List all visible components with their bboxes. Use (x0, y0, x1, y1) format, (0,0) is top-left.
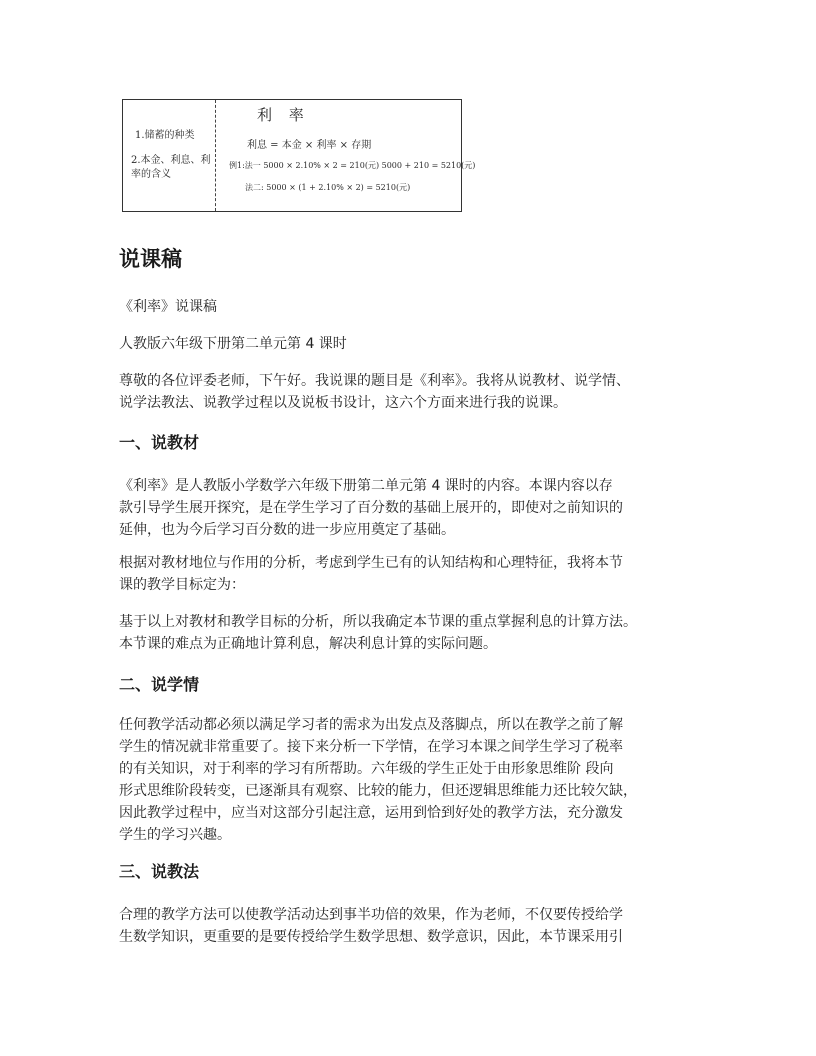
board-divider (215, 100, 216, 211)
board-left-item-2: 2.本金、利息、利率的含义 (131, 155, 211, 180)
section-1-heading: 一、说教材 (119, 433, 200, 452)
section-1-paragraph-3: 基于以上对教材和教学目标的分析，所以我确定本节课的重点掌握利息的计算方法。 本节课的难点为正确地计算利息，解决利息计算的实际问题。 (119, 614, 637, 652)
section-1-paragraph-2: 根据对教材地位与作用的分析，考虑到学生已有的认知结构和心理特征，我将本节 课的教学目标定为： (119, 555, 623, 593)
board-example-1: 例1:法一 5000 × 2.10% × 2 = 210(元) 5000 + 210 = 5210(元) (229, 161, 476, 170)
section-3-heading: 三、说教法 (119, 862, 200, 881)
document-title: 说课稿 (119, 247, 182, 271)
board-title: 利 率 (257, 106, 310, 124)
section-2-paragraph-1: 任何教学活动都必须以满足学习者的需求为出发点及落脚点，所以在教学之前了解 学生的情况就非常重要了。接下来分析一下学情，在学习本课之间学生学习了税率 的有关知识，对于利率的学习有所帮助。六年级的学生正处于由形象思维阶 段向 形式思维阶段转变，已逐渐具有观察、比较的能力，但还逻辑思维能力还比较欠缺， 因此教学过程中，应当对这部分引起注意，运用到恰到好处的教学方法，充分激发 学生的学习兴趣。 (119, 717, 637, 843)
document-subtitle: 《利率》说课稿 (119, 299, 217, 315)
board-left-item-1: 1.储蓄的种类 (135, 130, 195, 141)
section-3-paragraph-1: 合理的教学方法可以使教学活动达到事半功倍的效果，作为老师，不仅要传授给学 生数学知识，更重要的是要传授给学生数学思想、数学意识，因此，本节课采用引 (119, 907, 623, 945)
intro-paragraph: 尊敬的各位评委老师，下午好。我说课的题目是《利率》。我将从说教材、说学情、 说学法教法、说教学过程以及说板书设计，这六个方面来进行我的说课。 (119, 373, 630, 411)
board-example-2: 法二: 5000 × (1 + 2.10% × 2) = 5210(元) (245, 183, 411, 192)
blackboard-design-image (122, 99, 476, 212)
edition-line: 人教版六年级下册第二单元第 4 课时 (119, 336, 347, 352)
section-1-paragraph-1: 《利率》是人教版小学数学六年级下册第二单元第 4 课时的内容。本课内容以存 款引导学生展开探究，是在学生学习了百分数的基础上展开的，即使对之前知识的 延伸，也为今后学习百分数的进一步应用奠定了基础。 (119, 478, 623, 538)
section-2-heading: 二、说学情 (119, 675, 200, 694)
board-formula: 利息 = 本金 × 利率 × 存期 (247, 140, 372, 151)
